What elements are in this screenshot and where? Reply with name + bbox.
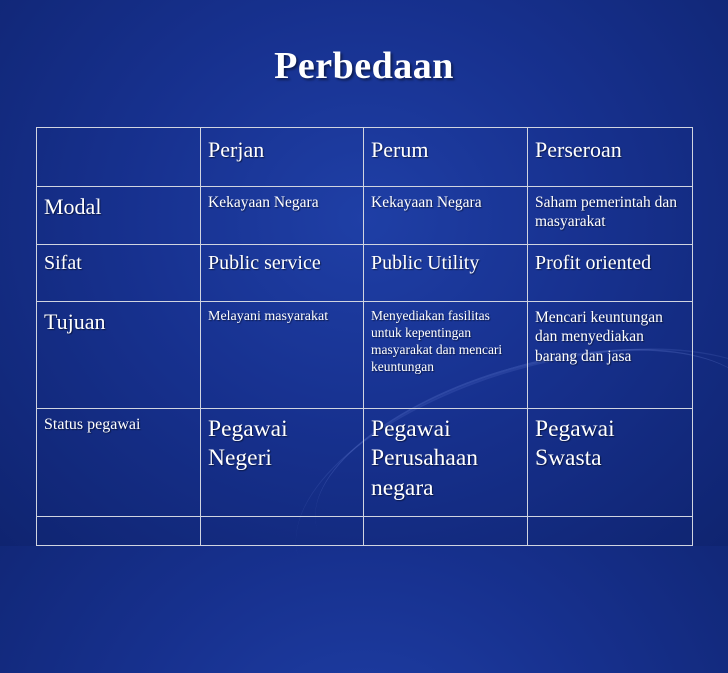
table-cell: Kekayaan Negara (201, 187, 364, 245)
table-cell: Saham pemerintah dan masyarakat (528, 187, 693, 245)
row-label-modal: Modal (37, 187, 201, 245)
table-cell (528, 517, 693, 546)
table-cell (201, 517, 364, 546)
table-cell: Pegawai Perusahaan negara (364, 409, 528, 517)
table-cell: Profit oriented (528, 245, 693, 302)
table-row-tujuan (37, 302, 693, 409)
table-cell (364, 517, 528, 546)
table-cell: Pegawai Swasta (528, 409, 693, 517)
header-cell-empty (37, 128, 201, 187)
table-cell: Pegawai Negeri (201, 409, 364, 517)
row-label-status-pegawai: Status pegawai (37, 409, 201, 517)
table-row-status-pegawai (37, 409, 693, 517)
header-cell-perum: Perum (364, 128, 528, 187)
slide-title: Perbedaan (274, 45, 454, 87)
header-cell-perseroan: Perseroan (528, 128, 693, 187)
table-header-row (37, 128, 693, 187)
table-cell: Melayani masyarakat (201, 302, 364, 409)
table-cell: Public Utility (364, 245, 528, 302)
table-cell: Mencari keuntungan dan menyediakan barang dan jasa (528, 302, 693, 409)
comparison-table (36, 127, 693, 546)
table-row-sifat (37, 245, 693, 302)
table-cell (37, 517, 201, 546)
table-cell: Public service (201, 245, 364, 302)
table-row-empty (37, 517, 693, 546)
table-cell: Kekayaan Negara (364, 187, 528, 245)
table-row-modal (37, 187, 693, 245)
header-cell-perjan: Perjan (201, 128, 364, 187)
row-label-sifat: Sifat (37, 245, 201, 302)
row-label-tujuan: Tujuan (37, 302, 201, 409)
table-cell: Menyediakan fasilitas untuk kepentingan masyarakat dan mencari keuntungan (364, 302, 528, 409)
